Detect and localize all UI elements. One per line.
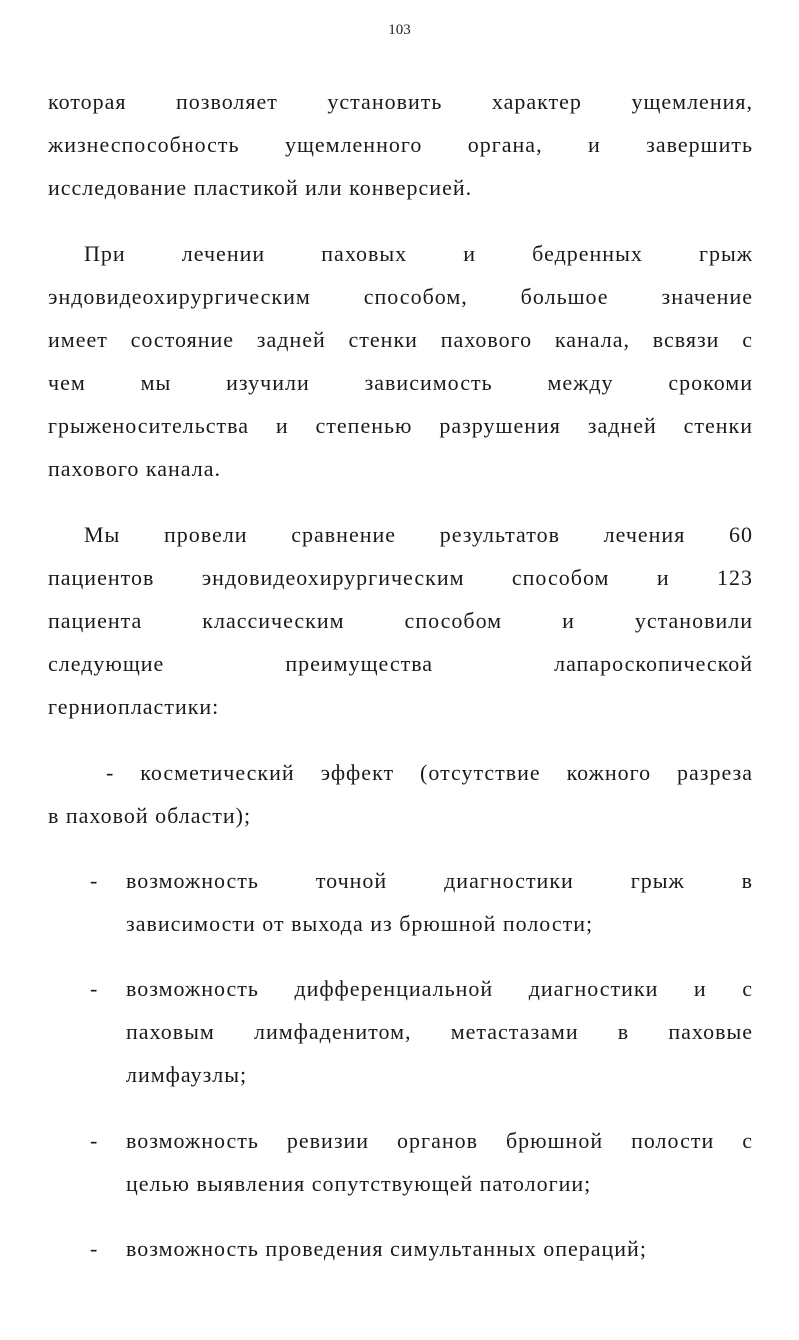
text-line: Мы провели сравнение результатов лечения 60 (84, 522, 753, 547)
list-item-body (126, 967, 753, 1096)
list-item-body (126, 859, 753, 945)
list-bullet: - (90, 1236, 99, 1261)
text-line: возможность точной диагностики грыж в (126, 868, 753, 893)
paragraph-2 (48, 232, 753, 490)
text-line: лимфаузлы; (126, 1062, 248, 1087)
text-line: в паховой области); (48, 803, 252, 828)
text-line: чем мы изучили зависимость между срокоми (48, 370, 753, 395)
text-line: возможность ревизии органов брюшной полости с (126, 1128, 753, 1153)
page-number: 103 (388, 22, 411, 38)
text-line: исследование пластикой или конверсией. (48, 175, 473, 200)
list-bullet: - (90, 976, 99, 1001)
text-line: герниопластики: (48, 694, 220, 719)
text-line: эндовидеохирургическим способом, большое значение (48, 284, 753, 309)
text-line: пациента классическим способом и установили (48, 608, 753, 633)
text-line: имеет состояние задней стенки пахового канала, всвязи с (48, 327, 753, 352)
list-bullet: - (90, 1128, 99, 1153)
text-line: - косметический эффект (отсутствие кожного разреза (106, 760, 753, 785)
list-item-body (126, 1119, 753, 1205)
text-line: грыженосительства и степенью разрушения задней стенки (48, 413, 753, 438)
paragraph-3 (48, 513, 753, 728)
text-line: которая позволяет установить характер ущемления, (48, 89, 753, 114)
list-bullet: - (90, 868, 99, 893)
text-line: пахового канала. (48, 456, 222, 481)
text-line: жизнеспособность ущемленного органа, и завершить (48, 132, 753, 157)
text-line: возможность дифференциальной диагностики и с (126, 976, 753, 1001)
paragraph-1 (48, 80, 753, 209)
list-item-body (126, 1227, 753, 1270)
text-line: возможность проведения симультанных операций; (126, 1236, 647, 1261)
text-line: зависимости от выхода из брюшной полости; (126, 911, 594, 936)
text-line: следующие преимущества лапароскопической (48, 651, 753, 676)
paragraph-4 (48, 751, 753, 837)
text-line: пациентов эндовидеохирургическим способом и 123 (48, 565, 753, 590)
text-line: При лечении паховых и бедренных грыж (84, 241, 753, 266)
text-line: целью выявления сопутствующей патологии; (126, 1171, 592, 1196)
text-line: паховым лимфаденитом, метастазами в паховые (126, 1019, 753, 1044)
